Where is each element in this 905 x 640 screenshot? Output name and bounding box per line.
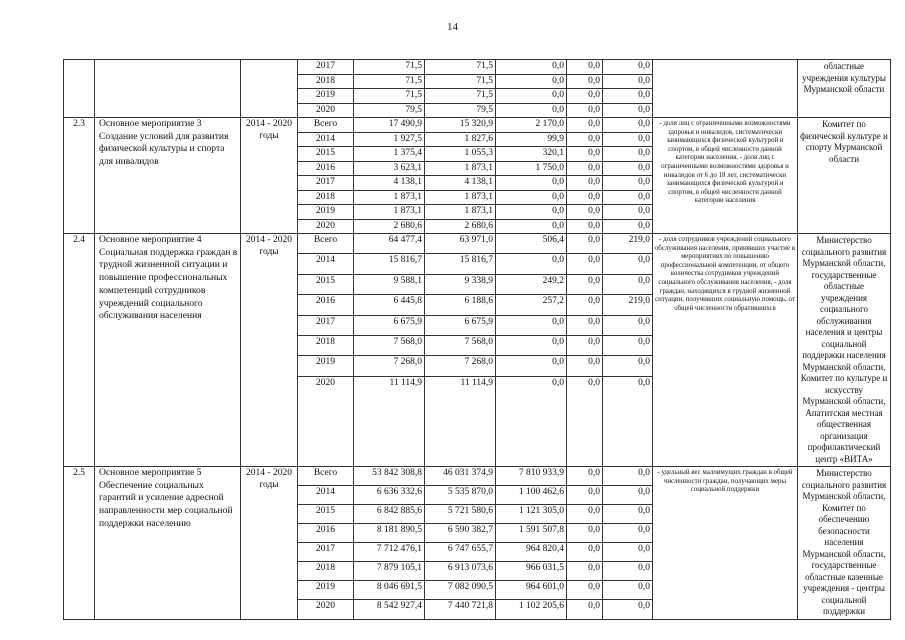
year-cell: 2019 bbox=[298, 356, 354, 376]
value-cell: 0,0 bbox=[603, 219, 653, 234]
value-cell: 7 879 105,1 bbox=[354, 562, 425, 581]
value-cell: 1 750,0 bbox=[496, 161, 567, 176]
value-cell: 0,0 bbox=[496, 356, 567, 376]
table-row bbox=[64, 118, 891, 133]
value-cell: 9 588,1 bbox=[354, 274, 425, 294]
page-number: 14 bbox=[447, 21, 458, 33]
value-cell: 0,0 bbox=[603, 161, 653, 176]
value-cell: 0,0 bbox=[567, 205, 603, 220]
section-period bbox=[241, 60, 298, 118]
value-cell: 4 138,1 bbox=[425, 176, 496, 191]
value-cell: 0,0 bbox=[603, 254, 653, 274]
year-cell: 2017 bbox=[298, 315, 354, 335]
year-cell: 2016 bbox=[298, 524, 354, 543]
value-cell: 6 188,6 bbox=[425, 295, 496, 315]
value-cell: 0,0 bbox=[603, 103, 653, 118]
value-cell: 0,0 bbox=[567, 295, 603, 315]
value-cell: 1 873,1 bbox=[425, 161, 496, 176]
value-cell: 1 927,5 bbox=[354, 132, 425, 147]
value-cell: 0,0 bbox=[603, 60, 653, 75]
value-cell: 2 680,6 bbox=[354, 219, 425, 234]
year-cell: Всего bbox=[298, 118, 354, 133]
value-cell: 0,0 bbox=[567, 118, 603, 133]
value-cell: 0,0 bbox=[567, 376, 603, 466]
section-name: Основное мероприятие 3 Создание условий для развития физической культуры и спорта для инвалидов bbox=[95, 118, 241, 234]
value-cell: 1 121 305,0 bbox=[496, 505, 567, 524]
value-cell: 0,0 bbox=[603, 147, 653, 162]
year-cell: 2014 bbox=[298, 486, 354, 505]
value-cell: 0,0 bbox=[603, 190, 653, 205]
value-cell: 257,2 bbox=[496, 295, 567, 315]
value-cell: 0,0 bbox=[567, 581, 603, 600]
value-cell: 0,0 bbox=[567, 103, 603, 118]
value-cell: 53 842 308,8 bbox=[354, 467, 425, 486]
value-cell: 11 114,9 bbox=[425, 376, 496, 466]
value-cell: 6 590 382,7 bbox=[425, 524, 496, 543]
value-cell: 7 810 933,9 bbox=[496, 467, 567, 486]
section-name bbox=[95, 60, 241, 118]
value-cell: 8 181 890,5 bbox=[354, 524, 425, 543]
year-cell: 2020 bbox=[298, 103, 354, 118]
year-cell: 2017 bbox=[298, 60, 354, 75]
value-cell: 0,0 bbox=[496, 74, 567, 89]
value-cell: 5 721 580,6 bbox=[425, 505, 496, 524]
section-period: 2014 - 2020 годы bbox=[241, 234, 298, 467]
value-cell: 0,0 bbox=[603, 176, 653, 191]
section-code bbox=[64, 60, 95, 118]
value-cell: 219,0 bbox=[603, 295, 653, 315]
value-cell: 6 636 332,6 bbox=[354, 486, 425, 505]
value-cell: 3 623,1 bbox=[354, 161, 425, 176]
year-cell: 2019 bbox=[298, 89, 354, 104]
value-cell: 0,0 bbox=[567, 356, 603, 376]
section-code: 2.4 bbox=[64, 234, 95, 467]
value-cell: 0,0 bbox=[603, 543, 653, 562]
year-cell: 2018 bbox=[298, 190, 354, 205]
value-cell: 7 268,0 bbox=[425, 356, 496, 376]
executor-cell: Министерство социального развития Мурманской области, государственные областные учреждения социального обслуживания населения и центры социальной поддержки населения Мурманской области, Комитет по культуре и искусству Мурманской области, Апатитская местная общественная организация профилактический центр «ВИТА» bbox=[798, 234, 891, 467]
value-cell: 219,0 bbox=[603, 234, 653, 254]
value-cell: 0,0 bbox=[567, 132, 603, 147]
table-row bbox=[64, 60, 891, 75]
value-cell: 966 031,5 bbox=[496, 562, 567, 581]
value-cell: 15 816,7 bbox=[354, 254, 425, 274]
value-cell: 0,0 bbox=[567, 467, 603, 486]
value-cell: 0,0 bbox=[603, 562, 653, 581]
value-cell: 0,0 bbox=[567, 234, 603, 254]
value-cell: 0,0 bbox=[567, 176, 603, 191]
value-cell: 0,0 bbox=[603, 524, 653, 543]
value-cell: 5 535 870,0 bbox=[425, 486, 496, 505]
value-cell: 0,0 bbox=[567, 524, 603, 543]
value-cell: 0,0 bbox=[567, 486, 603, 505]
value-cell: 6 675,9 bbox=[354, 315, 425, 335]
value-cell: 0,0 bbox=[603, 581, 653, 600]
value-cell: 71,5 bbox=[425, 60, 496, 75]
program-table bbox=[63, 59, 891, 620]
value-cell: 1 827,6 bbox=[425, 132, 496, 147]
value-cell: 1 873,1 bbox=[425, 190, 496, 205]
value-cell: 64 477,4 bbox=[354, 234, 425, 254]
value-cell: 0,0 bbox=[496, 176, 567, 191]
value-cell: 0,0 bbox=[567, 190, 603, 205]
value-cell: 6 913 073,6 bbox=[425, 562, 496, 581]
year-cell: 2014 bbox=[298, 132, 354, 147]
year-cell: 2017 bbox=[298, 176, 354, 191]
value-cell: 0,0 bbox=[567, 315, 603, 335]
value-cell: 6 445,8 bbox=[354, 295, 425, 315]
value-cell: 7 268,0 bbox=[354, 356, 425, 376]
value-cell: 0,0 bbox=[496, 89, 567, 104]
year-cell: 2016 bbox=[298, 161, 354, 176]
value-cell: 1 102 205,6 bbox=[496, 600, 567, 619]
value-cell: 0,0 bbox=[603, 118, 653, 133]
section-code: 2.3 bbox=[64, 118, 95, 234]
value-cell: 63 971,0 bbox=[425, 234, 496, 254]
value-cell: 1 873,1 bbox=[354, 190, 425, 205]
value-cell: 0,0 bbox=[603, 505, 653, 524]
value-cell: 0,0 bbox=[567, 147, 603, 162]
value-cell: 0,0 bbox=[603, 356, 653, 376]
value-cell: 71,5 bbox=[425, 89, 496, 104]
value-cell: 7 568,0 bbox=[354, 336, 425, 356]
value-cell: 1 100 462,6 bbox=[496, 486, 567, 505]
section-code: 2.5 bbox=[64, 467, 95, 620]
value-cell: 0,0 bbox=[567, 562, 603, 581]
executor-cell: Комитет по физической культуре и спорту Мурманской области bbox=[798, 118, 891, 234]
value-cell: 4 138,1 bbox=[354, 176, 425, 191]
value-cell: 0,0 bbox=[496, 205, 567, 220]
value-cell: 8 046 691,5 bbox=[354, 581, 425, 600]
year-cell: Всего bbox=[298, 467, 354, 486]
value-cell: 46 031 374,9 bbox=[425, 467, 496, 486]
year-cell: 2015 bbox=[298, 274, 354, 294]
indicators-cell bbox=[653, 60, 798, 118]
value-cell: 7 712 476,1 bbox=[354, 543, 425, 562]
value-cell: 0,0 bbox=[603, 274, 653, 294]
section-period: 2014 - 2020 годы bbox=[241, 467, 298, 620]
section-name: Основное мероприятие 4 Социальная поддержка граждан в трудной жизненной ситуации и повышение профессиональных компетенций сотрудников учреждений социального обслуживания населения bbox=[95, 234, 241, 467]
value-cell: 1 055,3 bbox=[425, 147, 496, 162]
value-cell: 0,0 bbox=[603, 74, 653, 89]
value-cell: 2 680,6 bbox=[425, 219, 496, 234]
value-cell: 0,0 bbox=[567, 89, 603, 104]
year-cell: Всего bbox=[298, 234, 354, 254]
value-cell: 0,0 bbox=[603, 486, 653, 505]
value-cell: 0,0 bbox=[567, 219, 603, 234]
year-cell: 2020 bbox=[298, 219, 354, 234]
value-cell: 1 873,1 bbox=[354, 205, 425, 220]
value-cell: 0,0 bbox=[496, 315, 567, 335]
value-cell: 11 114,9 bbox=[354, 376, 425, 466]
table-row bbox=[64, 467, 891, 486]
section-name: Основное мероприятие 5 Обеспечение социальных гарантий и усиление адресной направленности мер социальной поддержки населению bbox=[95, 467, 241, 620]
table-row bbox=[64, 234, 891, 254]
year-cell: 2018 bbox=[298, 336, 354, 356]
value-cell: 964 601,0 bbox=[496, 581, 567, 600]
year-cell: 2018 bbox=[298, 562, 354, 581]
value-cell: 0,0 bbox=[567, 505, 603, 524]
year-cell: 2019 bbox=[298, 205, 354, 220]
value-cell: 17 490,9 bbox=[354, 118, 425, 133]
value-cell: 0,0 bbox=[603, 336, 653, 356]
year-cell: 2017 bbox=[298, 543, 354, 562]
indicators-cell: - доля сотрудников учреждений социального обслуживания населения, принявших участие в мероприятиях по повышению профессиональной компетенции, от общего количества сотрудников учреждений социального обслуживания населения, - доля граждан, находящихся в трудной жизненной ситуации, получивших социальную помощь, от общей численности обратившихся bbox=[653, 234, 798, 467]
value-cell: 0,0 bbox=[603, 132, 653, 147]
value-cell: 79,5 bbox=[354, 103, 425, 118]
value-cell: 964 820,4 bbox=[496, 543, 567, 562]
value-cell: 0,0 bbox=[496, 254, 567, 274]
year-cell: 2015 bbox=[298, 505, 354, 524]
value-cell: 0,0 bbox=[567, 336, 603, 356]
value-cell: 0,0 bbox=[496, 190, 567, 205]
value-cell: 249,2 bbox=[496, 274, 567, 294]
value-cell: 99,9 bbox=[496, 132, 567, 147]
year-cell: 2020 bbox=[298, 376, 354, 466]
value-cell: 0,0 bbox=[567, 161, 603, 176]
value-cell: 9 338,9 bbox=[425, 274, 496, 294]
value-cell: 0,0 bbox=[496, 103, 567, 118]
value-cell: 71,5 bbox=[354, 60, 425, 75]
value-cell: 0,0 bbox=[496, 219, 567, 234]
value-cell: 0,0 bbox=[496, 336, 567, 356]
value-cell: 0,0 bbox=[567, 543, 603, 562]
value-cell: 0,0 bbox=[603, 205, 653, 220]
value-cell: 7 082 090,5 bbox=[425, 581, 496, 600]
value-cell: 0,0 bbox=[496, 376, 567, 466]
value-cell: 320,1 bbox=[496, 147, 567, 162]
value-cell: 0,0 bbox=[567, 274, 603, 294]
value-cell: 1 873,1 bbox=[425, 205, 496, 220]
year-cell: 2016 bbox=[298, 295, 354, 315]
executor-cell: Министерство социального развития Мурманской области, Комитет по обеспечению безопасности населения Мурманской области, государственные областные казенные учреждения - центры социальной поддержки bbox=[798, 467, 891, 620]
value-cell: 7 440 721,8 bbox=[425, 600, 496, 619]
value-cell: 15 320,9 bbox=[425, 118, 496, 133]
value-cell: 1 375,4 bbox=[354, 147, 425, 162]
value-cell: 0,0 bbox=[496, 60, 567, 75]
year-cell: 2019 bbox=[298, 581, 354, 600]
value-cell: 2 170,0 bbox=[496, 118, 567, 133]
value-cell: 506,4 bbox=[496, 234, 567, 254]
value-cell: 15 816,7 bbox=[425, 254, 496, 274]
value-cell: 79,5 bbox=[425, 103, 496, 118]
value-cell: 8 542 927,4 bbox=[354, 600, 425, 619]
year-cell: 2020 bbox=[298, 600, 354, 619]
value-cell: 6 747 655,7 bbox=[425, 543, 496, 562]
value-cell: 1 591 507,8 bbox=[496, 524, 567, 543]
value-cell: 6 675,9 bbox=[425, 315, 496, 335]
year-cell: 2018 bbox=[298, 74, 354, 89]
value-cell: 0,0 bbox=[603, 600, 653, 619]
value-cell: 0,0 bbox=[603, 315, 653, 335]
year-cell: 2014 bbox=[298, 254, 354, 274]
value-cell: 7 568,0 bbox=[425, 336, 496, 356]
value-cell: 0,0 bbox=[603, 467, 653, 486]
executor-cell: областные учреждения культуры Мурманской области bbox=[798, 60, 891, 118]
value-cell: 0,0 bbox=[603, 89, 653, 104]
section-period: 2014 - 2020 годы bbox=[241, 118, 298, 234]
value-cell: 6 842 885,6 bbox=[354, 505, 425, 524]
indicators-cell: - доля лиц с ограниченными возможностями здоровья и инвалидов, систематически занимающихся физической культурой и спортом, в общей численности данной категории населения, - доля лиц с ограниченными возможностями здоровья и инвалидов от 6 до 18 лет, систематически занимающихся физической культурой и спортом, в общей численности данной категории населения bbox=[653, 118, 798, 234]
value-cell: 71,5 bbox=[425, 74, 496, 89]
indicators-cell: - удельный вес малоимущих граждан в общей численности граждан, получающих меры социальной поддержки bbox=[653, 467, 798, 620]
value-cell: 0,0 bbox=[567, 600, 603, 619]
value-cell: 71,5 bbox=[354, 89, 425, 104]
value-cell: 0,0 bbox=[567, 74, 603, 89]
year-cell: 2015 bbox=[298, 147, 354, 162]
value-cell: 0,0 bbox=[603, 376, 653, 466]
value-cell: 71,5 bbox=[354, 74, 425, 89]
value-cell: 0,0 bbox=[567, 254, 603, 274]
value-cell: 0,0 bbox=[567, 60, 603, 75]
